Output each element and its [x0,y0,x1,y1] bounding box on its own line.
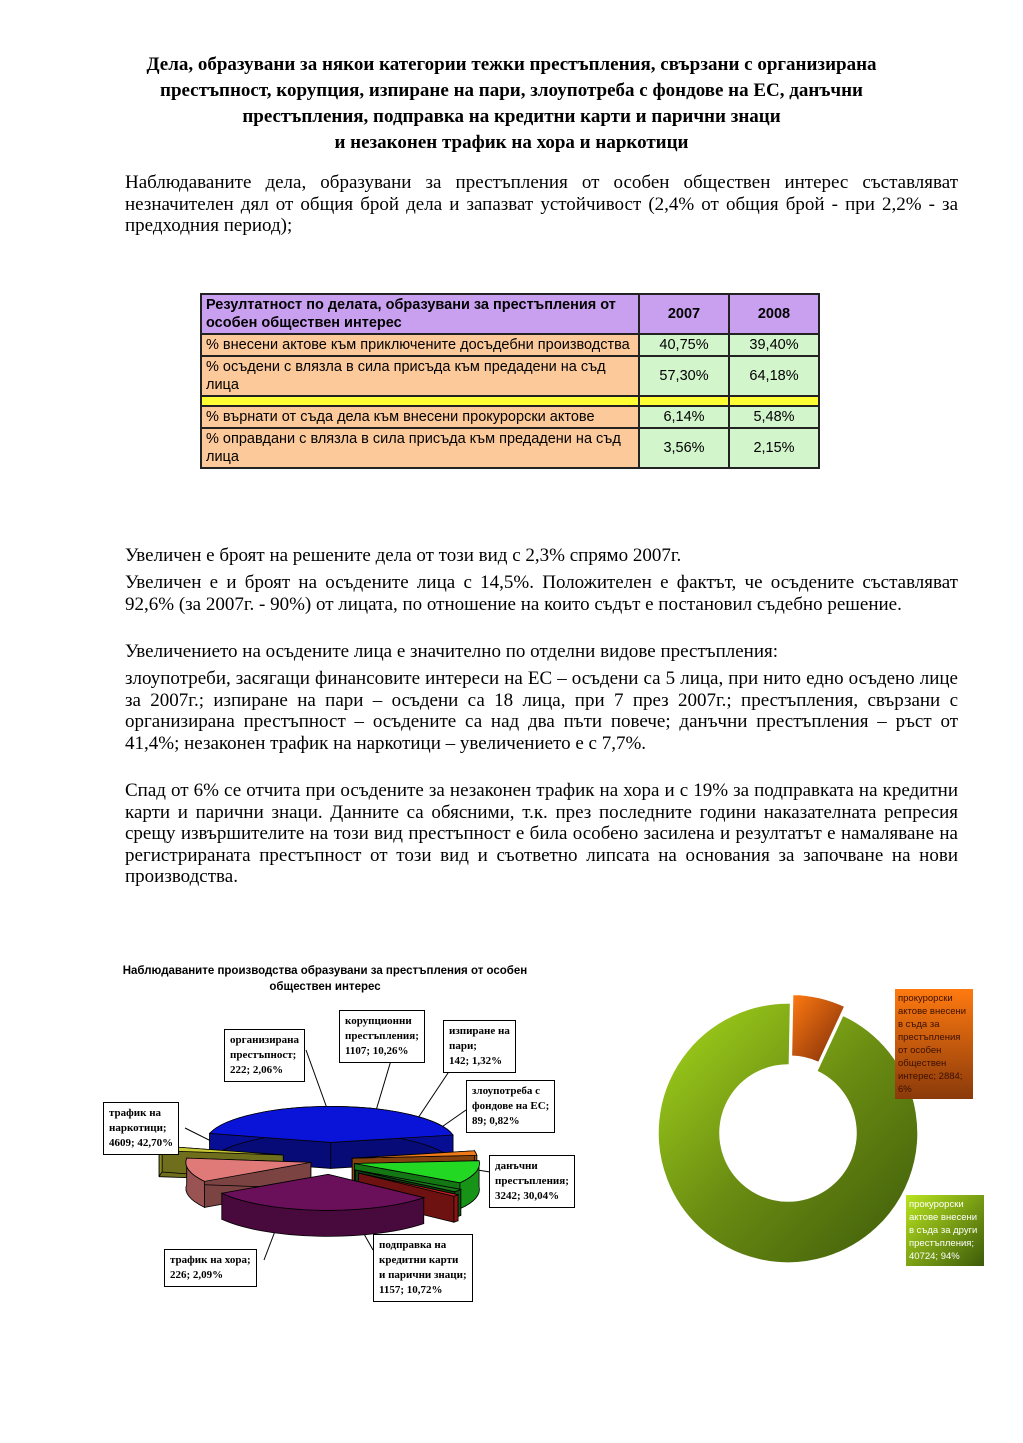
label-cards: подправка на кредитни карти и парични знаци; 1157; 10,72% [373,1234,473,1302]
table-header-2008: 2008 [729,294,819,334]
table-cell-2008: 5,48% [729,406,819,428]
table-cell-2007: 40,75% [639,334,729,356]
title-line-1: Дела, образувани за някои категории тежки престъпления, свързани с организирана [146,54,877,75]
table-cell-2008: 64,18% [729,356,819,396]
label-people: трафик на хора; 226; 2,09% [164,1249,257,1287]
label-special-acts: прокурорски актове внесени в съда за престъпления от особен обществен интерес; 2884; 6% [895,989,973,1099]
donut-slice-other [658,1003,918,1263]
label-eu-funds: злоупотреба с фондове на ЕС; 89; 0,82% [466,1080,555,1133]
table-cell-2008: 39,40% [729,334,819,356]
label-organized: организирана престъпност; 222; 2,06% [224,1029,305,1082]
table-cell-2008: 2,15% [729,428,819,468]
chart1-title: Наблюдаваните производства образувани за престъпления от особен обществен интерес [122,965,528,993]
table-row-label: % върнати от съда дела към внесени прокурорски актове [201,406,639,428]
title-line-4: и незаконен трафик на хора и наркотици [334,132,689,153]
table-row-label: % внесени актове към приключените досъдебни производства [201,334,639,356]
label-tax: данъчни престъпления; 3242; 30,04% [489,1155,575,1208]
label-corruption: корупционни престъпления; 1107; 10,26% [339,1010,425,1063]
title-line-3: престъпления, подправка на кредитни карти и парични знаци [242,106,781,127]
paragraph-4: злоупотреби, засягащи финансовите интереси на ЕС – осъдени са 5 лица, при нито едно осъдено лице за 2007г.; изпиране на пари – осъдени са 18 лица, при 7 през 2007г.; престъпления, свързани с организирана престъпност – осъдените са над два пъти повече; данъчни престъпления – ръст от 41,4%; незаконен трафик на наркотици – увеличението е с 7,7%. [125,668,958,754]
label-other-acts: прокурорски актове внесени в съда за други престъпления; 40724; 94% [906,1195,984,1266]
title-line-2: престъпност, корупция, изпиране на пари, злоупотреба с фондове на ЕС, данъчни [160,80,863,101]
paragraph-3: Увеличението на осъдените лица е значително по отделни видове престъпления: [125,641,779,662]
table-header-2007: 2007 [639,294,729,334]
paragraph-5: Спад от 6% се отчита при осъдените за незаконен трафик на хора и с 19% за подправката на кредитни карти и парични знаци. Данните са обясними, т.к. през последните години наказателната репресия срещу извършителите на този вид престъпност е била особено засилена и резултатът е намаляване на регистрираната престъпност от този вид и съответно липсата на основания за започване на нови производства. [125,780,958,887]
table-cell-2007: 57,30% [639,356,729,396]
table-cell-2007: 3,56% [639,428,729,468]
label-narcotics: трафик на наркотици; 4609; 42,70% [103,1102,179,1155]
acts-doughnut [640,995,930,1270]
table-cell-2007: 6,14% [639,406,729,428]
table-header-label: Резултатност по делата, образувани за престъпления от особен обществен интерес [201,294,639,334]
table-row-label: % осъдени с влязла в сила присъда към предадени на съд лица [201,356,639,396]
intro-paragraph: Наблюдаваните дела, образувани за престъпления от особен обществен интерес съставляват незначителен дял от общия брой дела и запазват устойчивост (2,4% от общия брой - при 2,2% - за предходния период); [125,172,958,236]
paragraph-2: Увеличен е и броят на осъдените лица с 14,5%. Положителен е фактът, че осъдените съставляват 92,6% (за 2007г. - 90%) от лицата, по отношение на които съдът е постановил съдебно решение. [125,572,958,615]
paragraph-1: Увеличен е броят на решените дела от този вид с 2,3% спрямо 2007г. [125,545,682,566]
label-laundering: изпиране на пари; 142; 1,32% [443,1020,516,1073]
table-row-label: % оправдани с влязла в сила присъда към предадени на съд лица [201,428,639,468]
